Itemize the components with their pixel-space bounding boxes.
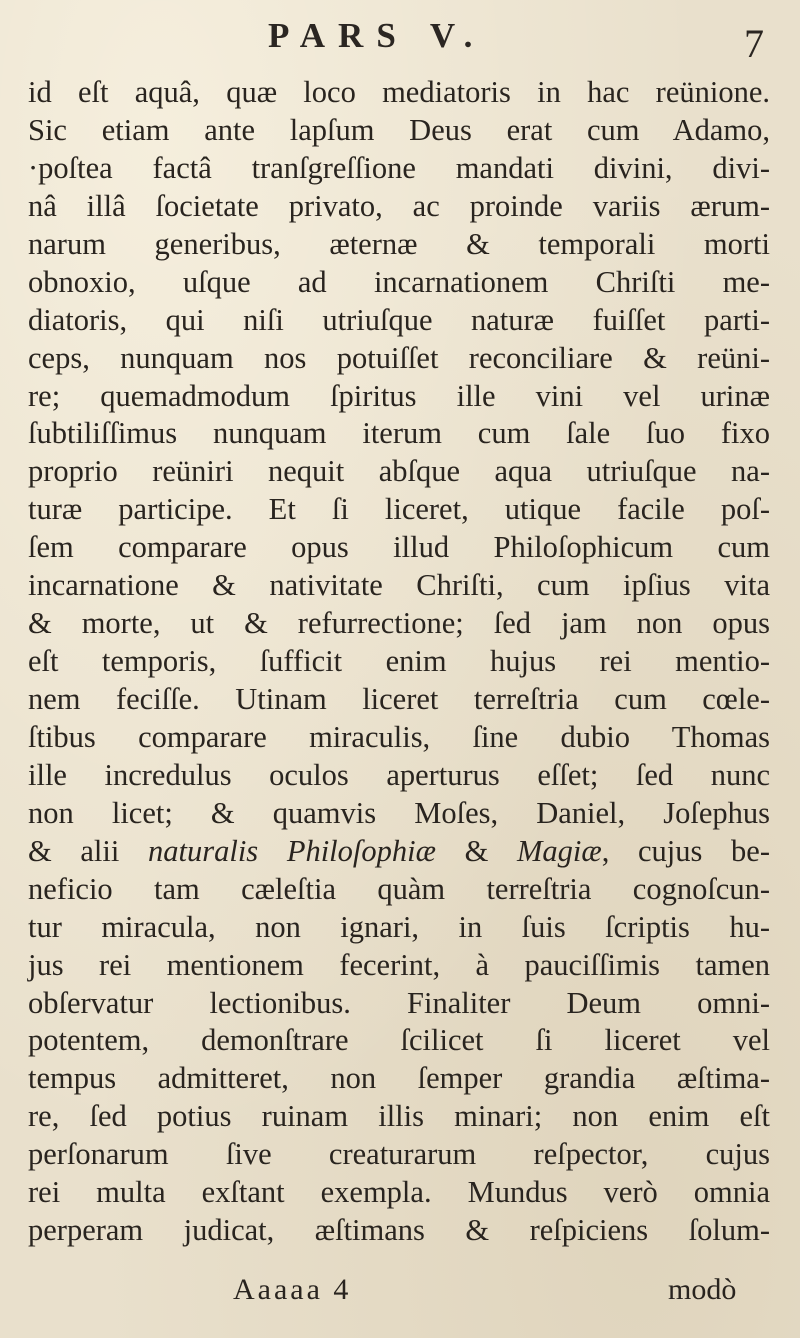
text-line [28,757,770,795]
text-segment: eſt temporis, ſufficit enim hujus rei mentio- [28,644,770,679]
italic-phrase: naturalis Philoſophiæ [148,833,436,868]
text-segment: turæ participe. Et ſi liceret, utique facile poſ- [28,492,770,527]
text-line [28,1098,770,1136]
text-line [28,1060,770,1098]
text-line [28,226,770,264]
text-line [28,150,770,188]
text-segment: neficio tam cæleſtia quàm terreſtria cognoſcun- [28,871,770,906]
text-segment: , cujus be- [601,833,771,868]
text-segment: obnoxio, uſque ad incarnationem Chriſti me- [28,264,770,299]
text-segment: re; quemadmodum ſpiritus ille vini vel urinæ [28,378,770,413]
catchword: modò [668,1273,737,1306]
text-line [28,909,770,947]
text-segment: ſem comparare opus illud Philoſophicum cum [28,530,770,565]
text-line [28,1212,770,1250]
text-segment: & alii [28,833,148,868]
text-segment: ille incredulus oculos aperturus eſſet; ſed nunc [28,757,770,792]
text-segment: diatoris, qui niſi utriuſque naturæ fuiſſet parti- [28,302,770,337]
text-line [28,491,770,529]
body-text [28,74,788,1250]
text-line [28,643,770,681]
text-segment: narum generibus, æternæ & temporali morti [28,226,770,261]
text-line [28,264,770,302]
text-line [28,453,770,491]
text-line [28,1136,770,1174]
running-title: PARS V. [268,16,486,55]
text-line [28,567,770,605]
text-line [28,871,770,909]
text-line [28,681,770,719]
text-segment: tempus admitteret, non ſemper grandia æſtima- [28,1061,770,1096]
text-line [28,833,770,871]
text-line [28,529,770,567]
text-line [28,188,770,226]
text-segment: ceps, nunquam nos potuiſſet reconciliare & reüni- [28,340,770,375]
text-segment: nem feciſſe. Utinam liceret terreſtria cum cœle- [28,682,770,716]
text-segment: perſonarum ſive creaturarum reſpector, cujus [28,1137,770,1172]
text-segment: & morte, ut & refurrectione; ſed jam non opus [28,606,770,641]
text-line [28,947,770,985]
text-segment: ſubtiliſſimus nunquam iterum cum ſale ſuo fixo [28,416,770,451]
italic-phrase: Magiæ [517,833,602,868]
running-head [0,14,800,66]
text-line [28,302,770,340]
text-line [28,795,770,833]
signature-mark: Aaaaa 4 [233,1273,352,1306]
text-segment: re, ſed potius ruinam illis minari; non enim eſt [28,1099,770,1134]
text-segment: nâ illâ ſocietate privato, ac proinde variis ærum- [28,188,770,223]
text-line [28,74,770,112]
text-segment: proprio reüniri nequit abſque aqua utriuſque na- [28,454,770,489]
text-line [28,1174,770,1212]
text-line [28,985,770,1023]
text-segment: rei multa exſtant exempla. Mundus verò omnia [28,1175,770,1210]
text-segment: obſervatur lectionibus. Finaliter Deum omni- [28,985,770,1020]
text-segment: perperam judicat, æſtimans & reſpiciens ſolum- [28,1213,770,1248]
text-segment: & [435,833,517,868]
text-segment: incarnatione & nativitate Chriſti, cum ipſius vita [28,568,770,603]
text-segment: id eſt aquâ, quæ loco mediatoris in hac reünione. [28,75,770,109]
text-segment: jus rei mentionem fecerint, à pauciſſimis tamen [28,947,770,982]
text-line [28,719,770,757]
text-line [28,112,770,150]
text-line [28,340,770,378]
text-segment: Sic etiam ante lapſum Deus erat cum Adamo, [28,112,770,147]
text-line [28,605,770,643]
text-segment: non licet; & quamvis Moſes, Daniel, Joſephus [28,795,770,830]
signature-line [0,1273,800,1313]
text-line [28,378,770,416]
page-number: 7 [744,21,764,66]
text-line [28,415,770,453]
text-segment: tur miracula, non ignari, in ſuis ſcriptis hu- [28,909,770,944]
text-segment: potentem, demonſtrare ſcilicet ſi liceret vel [28,1023,770,1058]
text-segment: ·poſtea factâ tranſgreſſione mandati divini, divi- [28,150,770,185]
text-line [28,1022,770,1060]
text-segment: ſtibus comparare miraculis, ſine dubio Thomas [28,719,770,754]
